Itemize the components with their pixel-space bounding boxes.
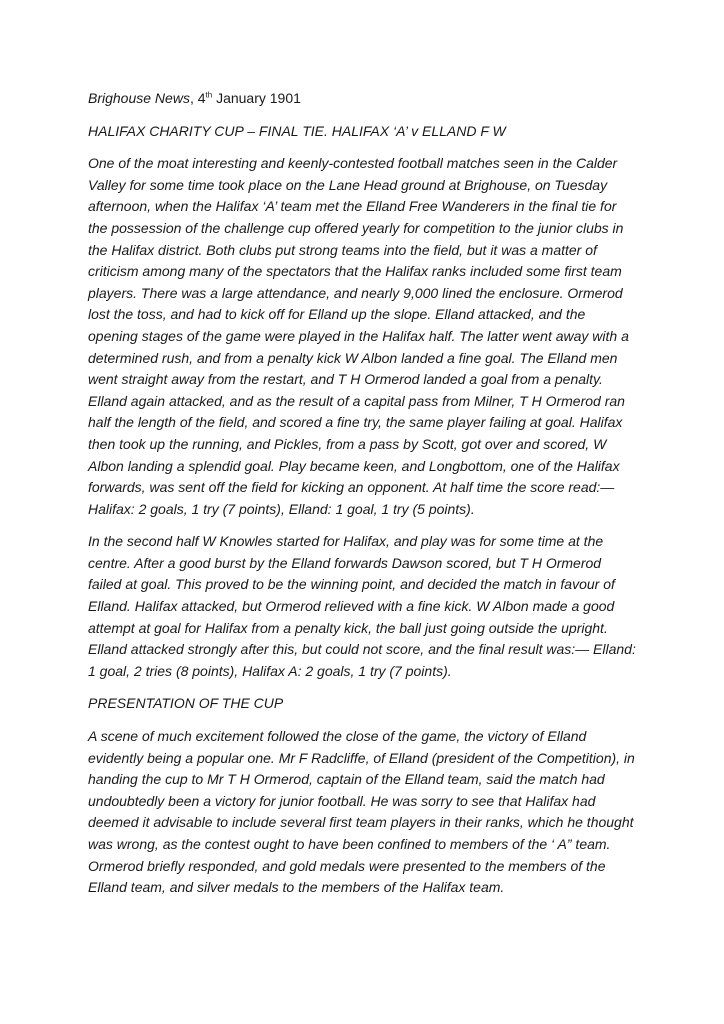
paragraph-second-half: In the second half W Knowles started for Halifax, and play was for some time at the centre. After a good burst by the Elland forwards Dawson scored, but T H Ormerod failed at goal. This proved to be the winning point, and decided the match in favour of Elland. Halifax attacked, but Ormerod relieved with a fine kick. W Albon made a good attempt at goal for Halifax from a penalty kick, the ball just going outside the upright. Elland attacked strongly after this, but could not score, and the final result was:— Elland: 1 goal, 2 tries (8 points), Halifax A: 2 goals, 1 try (7 points). (88, 533, 636, 679)
section-subheading: PRESENTATION OF THE CUP (88, 695, 284, 712)
document-page (88, 88, 638, 910)
date-rest: January 1901 (212, 90, 301, 106)
paragraph-presentation: A scene of much excitement followed the close of the game, the victory of Elland evidently being a popular one. Mr F Radcliffe, of Elland (president of the Competition), in handing the cup to Mr T H Ormerod, captain of the Elland team, said the match had undoubtedly been a victory for junior football. He was sorry to see that Halifax had deemed it advisable to include several first team players in their ranks, which he thought was wrong, as the contest ought to have been confined to members of the ‘ A” team. Ormerod briefly responded, and gold medals were presented to the members of the Elland team, and silver medals to the members of the Halifax team. (88, 728, 635, 896)
publication-name: Brighouse News (88, 90, 190, 106)
date-day-suffix: th (205, 90, 213, 100)
paragraph-first-half: One of the moat interesting and keenly-contested football matches seen in the Calder Valley for some time took place on the Lane Head ground at Brighouse, on Tuesday afternoon, when the Halifax ‘A’ team met the Elland Free Wanderers in the final tie for the possession of the challenge cup offered yearly for competition to the junior clubs in the Halifax district. Both clubs put strong teams into the field, but it was a matter of criticism among many of the spectators that the Halifax ranks included some first team players. There was a large attendance, and nearly 9,000 lined the enclosure. Ormerod lost the toss, and had to kick off for Elland up the slope. Elland attacked, and the opening stages of the game were played in the Halifax half. The latter went away with a determined rush, and from a penalty kick W Albon landed a fine goal. The Elland men went straight away from the restart, and T H Ormerod landed a goal from a penalty. Elland again attacked, and as the result of a capital pass from Milner, T H Ormerod ran half the length of the field, and scored a fine try, the same player failing at goal. Halifax then took up the running, and Pickles, from a pass by Scott, got over and scored, W Albon landing a splendid goal. Play became keen, and Longbottom, one of the Halifax forwards, was sent off the field for kicking an opponent. At half time the score read:— Halifax: 2 goals, 1 try (7 points), Elland: 1 goal, 1 try (5 points). (88, 155, 629, 517)
date-day: , 4 (189, 90, 206, 106)
article-title: HALIFAX CHARITY CUP – FINAL TIE. HALIFAX ‘A’ v ELLAND F W (88, 122, 506, 139)
source-line (88, 88, 638, 110)
